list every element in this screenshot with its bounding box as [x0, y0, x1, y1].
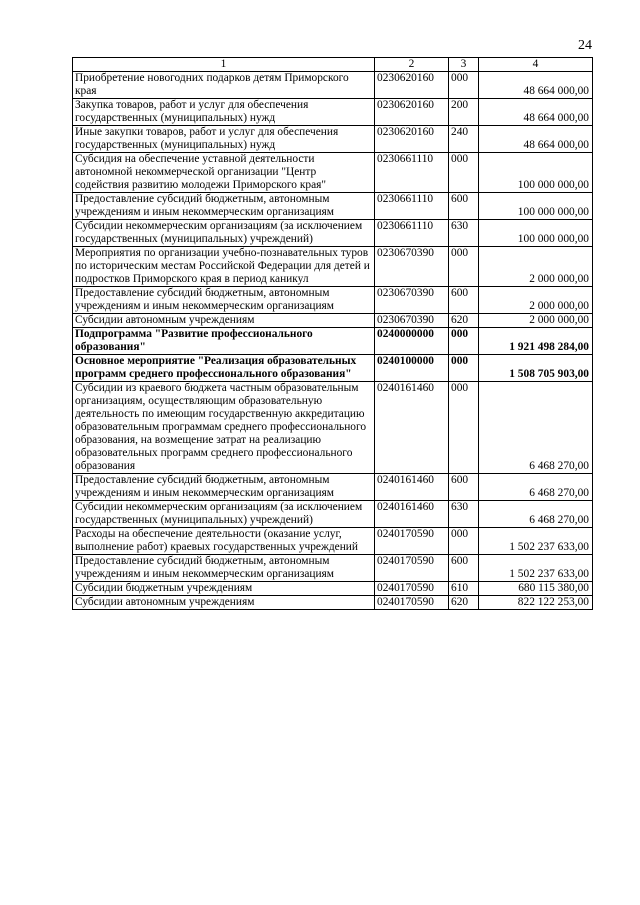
row-name: Субсидии автономным учреждениям	[73, 314, 375, 328]
table-row	[73, 582, 593, 596]
row-code: 0230620160	[375, 72, 449, 99]
header-col-1: 1	[73, 58, 375, 72]
row-code: 0240170590	[375, 555, 449, 582]
row-type: 000	[449, 328, 479, 355]
row-amount: 1 502 237 633,00	[479, 528, 593, 555]
table-row	[73, 153, 593, 193]
row-code: 0240170590	[375, 582, 449, 596]
table-row	[73, 99, 593, 126]
row-code: 0230661110	[375, 153, 449, 193]
row-type: 000	[449, 382, 479, 474]
row-amount: 6 468 270,00	[479, 382, 593, 474]
row-code: 0240161460	[375, 474, 449, 501]
table-row	[73, 528, 593, 555]
table-row	[73, 220, 593, 247]
row-amount: 100 000 000,00	[479, 193, 593, 220]
row-type: 610	[449, 582, 479, 596]
row-amount: 680 115 380,00	[479, 582, 593, 596]
row-type: 000	[449, 153, 479, 193]
budget-table	[72, 57, 593, 610]
row-name: Приобретение новогодних подарков детям Приморского края	[73, 72, 375, 99]
row-type: 000	[449, 72, 479, 99]
row-code: 0240170590	[375, 528, 449, 555]
row-name: Субсидии некоммерческим организациям (за исключением государственных (муниципальных) учреждений)	[73, 501, 375, 528]
header-col-2: 2	[375, 58, 449, 72]
row-name: Субсидии бюджетным учреждениям	[73, 582, 375, 596]
table-row	[73, 382, 593, 474]
row-type: 200	[449, 99, 479, 126]
row-amount: 6 468 270,00	[479, 474, 593, 501]
row-code: 0230670390	[375, 287, 449, 314]
row-code: 0240000000	[375, 328, 449, 355]
row-code: 0230620160	[375, 126, 449, 153]
row-amount: 6 468 270,00	[479, 501, 593, 528]
row-code: 0230661110	[375, 193, 449, 220]
row-type: 630	[449, 501, 479, 528]
row-name: Иные закупки товаров, работ и услуг для обеспечения государственных (муниципальных) нужд	[73, 126, 375, 153]
row-amount: 822 122 253,00	[479, 596, 593, 610]
row-code: 0230670390	[375, 247, 449, 287]
row-name: Предоставление субсидий бюджетным, автономным учреждениям и иным некоммерческим организациям	[73, 287, 375, 314]
row-name: Субсидии некоммерческим организациям (за исключением государственных (муниципальных) учреждений)	[73, 220, 375, 247]
row-amount: 100 000 000,00	[479, 153, 593, 193]
row-name: Закупка товаров, работ и услуг для обеспечения государственных (муниципальных) нужд	[73, 99, 375, 126]
table-row	[73, 355, 593, 382]
header-col-3: 3	[449, 58, 479, 72]
table-row	[73, 193, 593, 220]
table-row	[73, 501, 593, 528]
row-type: 620	[449, 314, 479, 328]
table-row	[73, 72, 593, 99]
row-type: 600	[449, 193, 479, 220]
row-type: 000	[449, 528, 479, 555]
row-type: 600	[449, 555, 479, 582]
row-amount: 1 508 705 903,00	[479, 355, 593, 382]
row-name: Подпрограмма "Развитие профессионального образования"	[73, 328, 375, 355]
row-amount: 2 000 000,00	[479, 287, 593, 314]
row-code: 0230620160	[375, 99, 449, 126]
row-amount: 1 921 498 284,00	[479, 328, 593, 355]
row-code: 0230661110	[375, 220, 449, 247]
row-name: Субсидии автономным учреждениям	[73, 596, 375, 610]
header-col-4: 4	[479, 58, 593, 72]
row-name: Субсидия на обеспечение уставной деятельности автономной некоммерческой организации "Центр содействия развитию молодежи Приморского края"	[73, 153, 375, 193]
row-code: 0230670390	[375, 314, 449, 328]
row-type: 630	[449, 220, 479, 247]
row-type: 000	[449, 355, 479, 382]
table-row	[73, 328, 593, 355]
table-row	[73, 287, 593, 314]
row-code: 0240100000	[375, 355, 449, 382]
page-number: 24	[578, 38, 592, 53]
table-row	[73, 126, 593, 153]
row-type: 000	[449, 247, 479, 287]
row-name: Предоставление субсидий бюджетным, автономным учреждениям и иным некоммерческим организациям	[73, 555, 375, 582]
row-amount: 2 000 000,00	[479, 314, 593, 328]
row-amount: 2 000 000,00	[479, 247, 593, 287]
row-amount: 1 502 237 633,00	[479, 555, 593, 582]
row-type: 600	[449, 474, 479, 501]
row-name: Мероприятия по организации учебно-познавательных туров по историческим местам Российской Федерации для детей и подростков Приморского края в период каникул	[73, 247, 375, 287]
row-name: Предоставление субсидий бюджетным, автономным учреждениям и иным некоммерческим организациям	[73, 193, 375, 220]
row-type: 600	[449, 287, 479, 314]
table-row	[73, 314, 593, 328]
row-amount: 48 664 000,00	[479, 126, 593, 153]
row-name: Расходы на обеспечение деятельности (оказание услуг, выполнение работ) краевых государственных учреждений	[73, 528, 375, 555]
row-amount: 48 664 000,00	[479, 99, 593, 126]
row-amount: 48 664 000,00	[479, 72, 593, 99]
row-type: 620	[449, 596, 479, 610]
table-row	[73, 555, 593, 582]
table-header-row	[73, 58, 593, 72]
row-amount: 100 000 000,00	[479, 220, 593, 247]
table-row	[73, 247, 593, 287]
table-row	[73, 474, 593, 501]
row-code: 0240170590	[375, 596, 449, 610]
row-name: Предоставление субсидий бюджетным, автономным учреждениям и иным некоммерческим организациям	[73, 474, 375, 501]
table-row	[73, 596, 593, 610]
row-name: Субсидии из краевого бюджета частным образовательным организациям, осуществляющим образовательную деятельность по имеющим государственную аккредитацию образовательным программам среднего профессионального образования, на возмещение затрат на реализацию образовательных программ среднего профессионального образования	[73, 382, 375, 474]
row-name: Основное мероприятие "Реализация образовательных программ среднего профессионального образования"	[73, 355, 375, 382]
row-type: 240	[449, 126, 479, 153]
row-code: 0240161460	[375, 501, 449, 528]
row-code: 0240161460	[375, 382, 449, 474]
